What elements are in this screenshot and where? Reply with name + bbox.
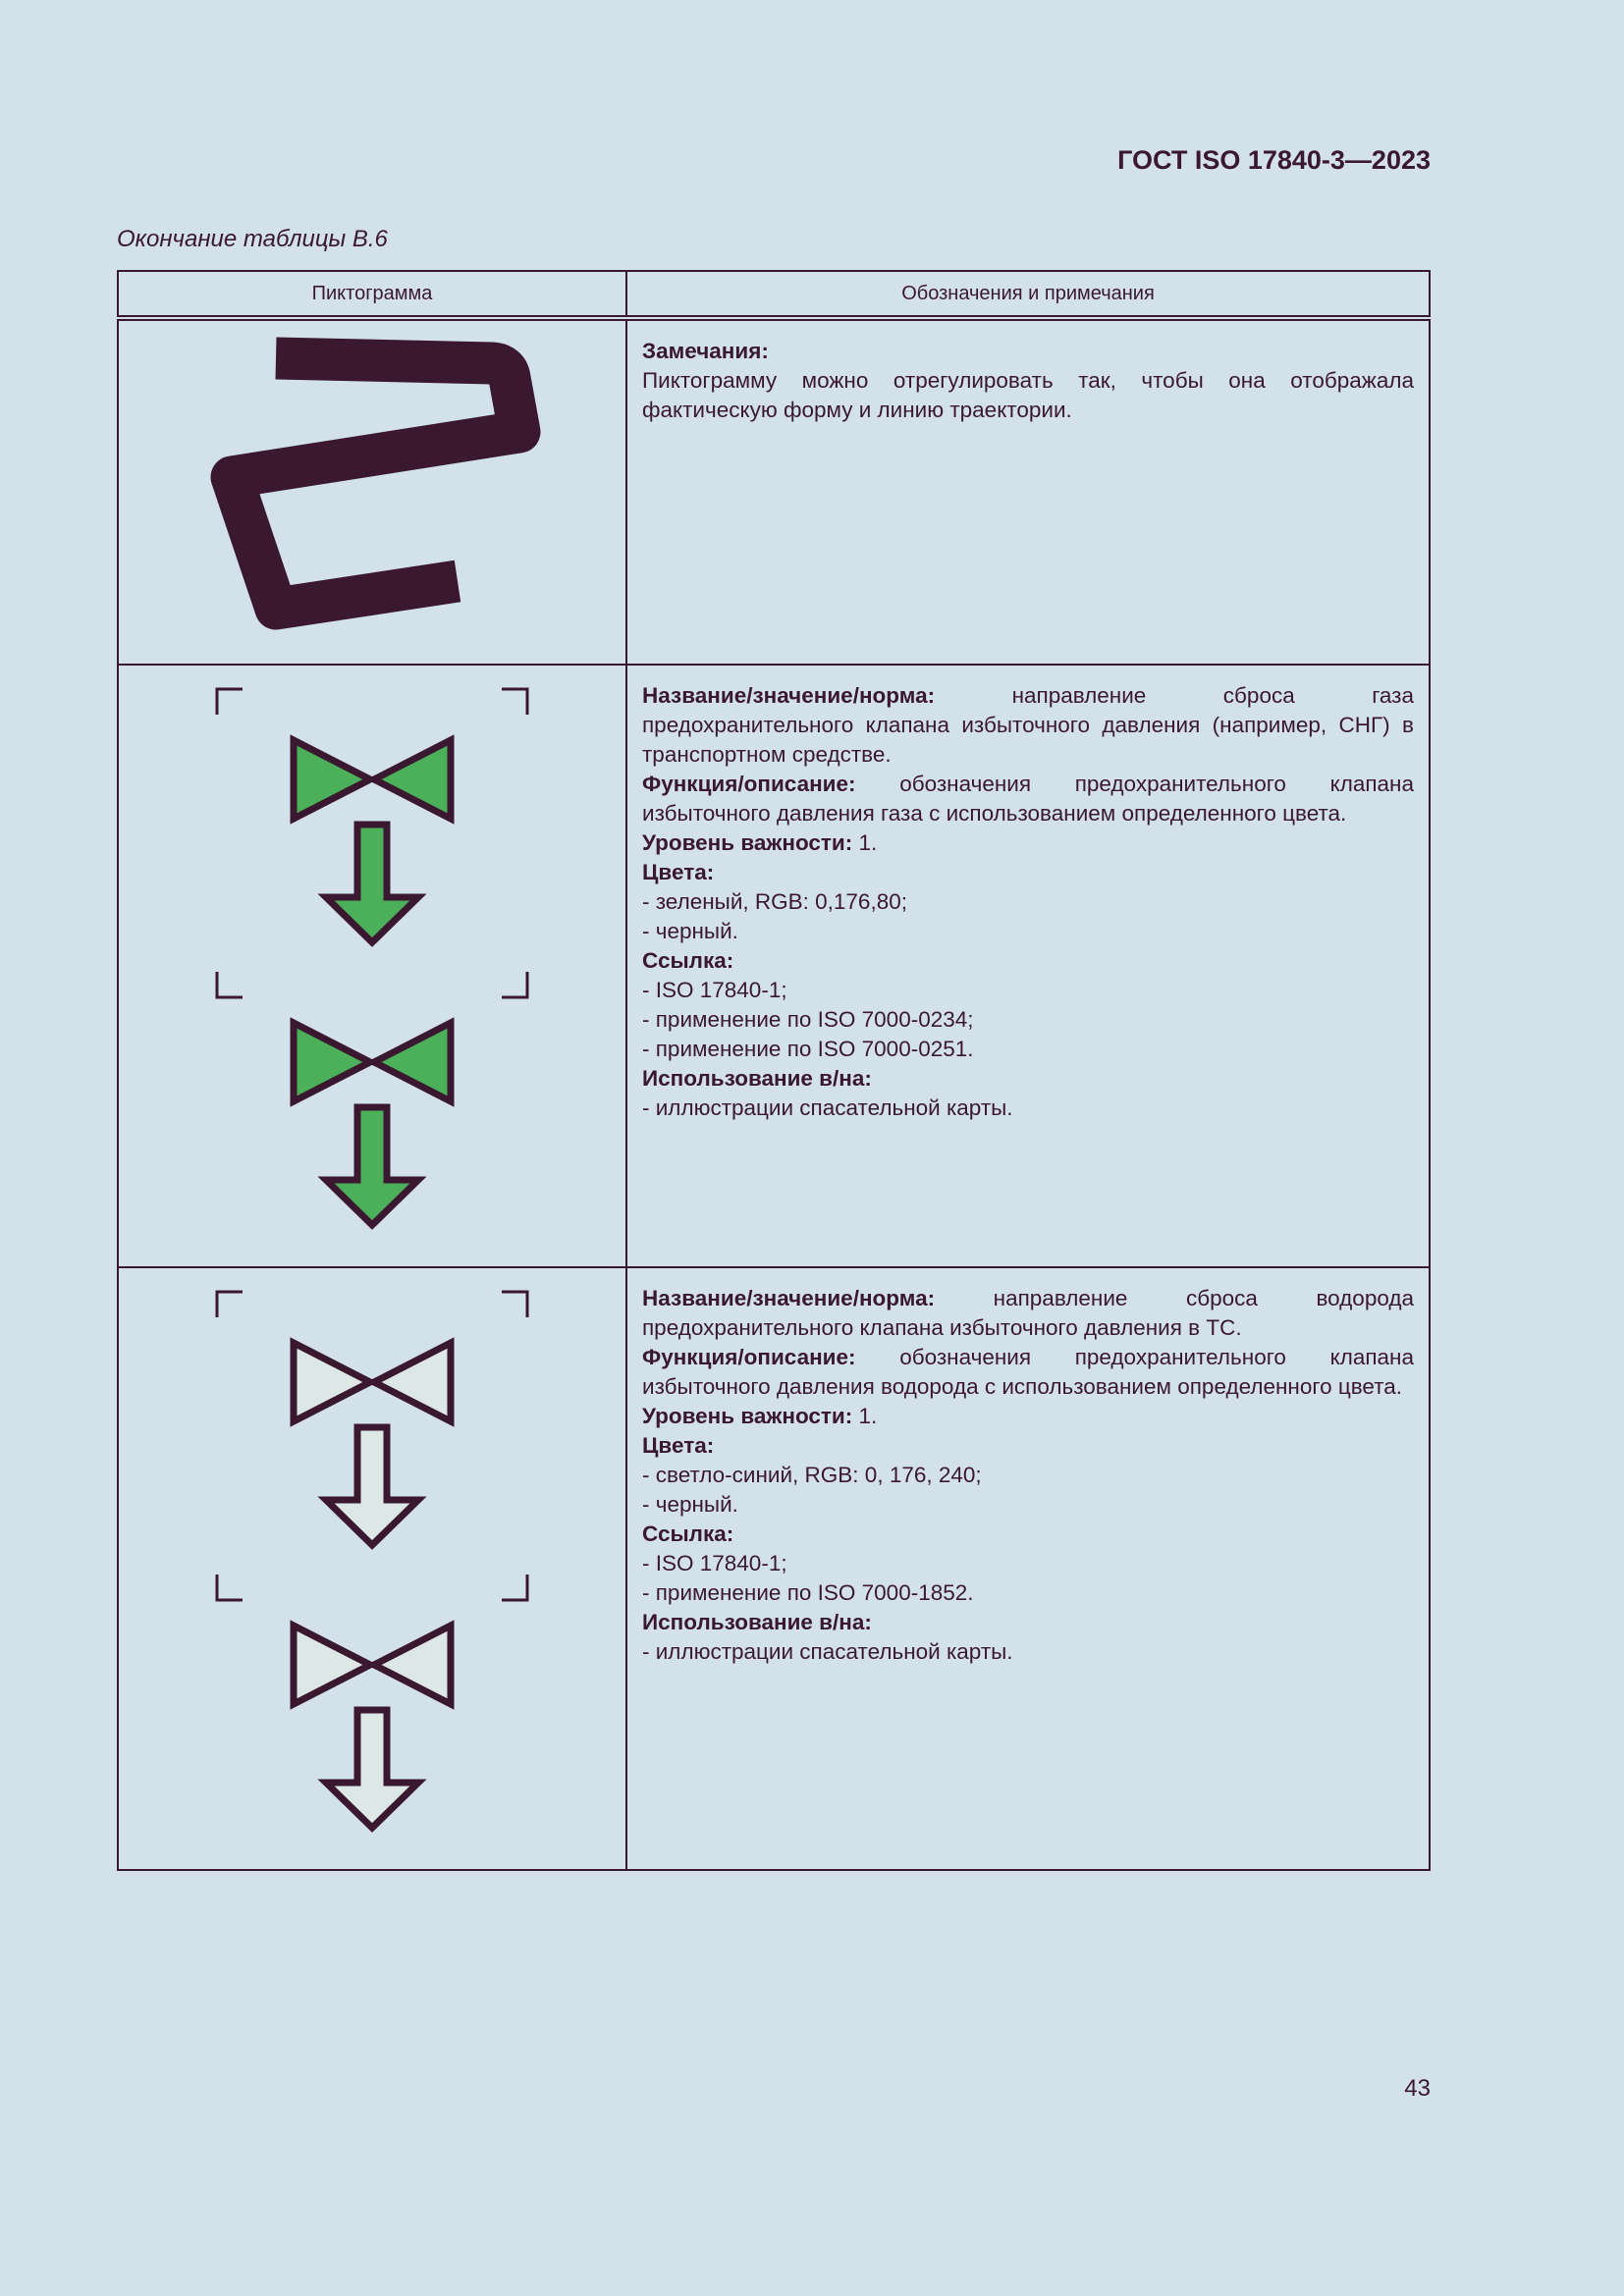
name-label: Название/значение/норма: — [642, 1286, 936, 1310]
color-item: - светло-синий, RGB: 0, 176, 240; — [642, 1463, 982, 1487]
reference-item: - применение по ISO 7000-0234; — [642, 1007, 974, 1032]
color-item: - черный. — [642, 919, 738, 943]
valve-arrow-icon — [294, 1023, 451, 1225]
level-label: Уровень важности: — [642, 830, 853, 855]
pictogram-cell — [118, 1267, 626, 1870]
function-description — [642, 770, 1414, 828]
function-text: обозначения предохранительного клапана избыточного давления газа с использованием определенного цвета. — [642, 772, 1414, 826]
table-caption: Окончание таблицы В.6 — [117, 226, 388, 252]
notes-cell — [626, 665, 1430, 1267]
usage-label: Использование в/на: — [642, 1066, 872, 1091]
name-meaning-norm — [642, 1284, 1414, 1343]
function-text: обозначения предохранительного клапана избыточного давления водорода с использованием определенного цвета. — [642, 1345, 1414, 1399]
name-label: Название/значение/норма: — [642, 683, 936, 708]
valve-arrow-icon — [294, 1626, 451, 1828]
name-text: направление сброса газа предохранительного клапана избыточного давления (например, СНГ) в транспортном средстве. — [642, 683, 1414, 767]
table-header-row — [118, 271, 1430, 318]
column-header-pictogram: Пиктограмма — [118, 271, 626, 318]
colors-label: Цвета: — [642, 1433, 715, 1458]
notes-cell — [626, 1267, 1430, 1870]
gas-relief-valve-pictograms — [119, 666, 623, 1251]
reference-item: - ISO 17840-1; — [642, 978, 787, 1002]
name-meaning-norm — [642, 681, 1414, 770]
page-number: 43 — [1404, 2075, 1431, 2102]
trajectory-line-pictogram — [119, 321, 623, 648]
name-text: направление сброса водорода предохранительного клапана избыточного давления в ТС. — [642, 1286, 1414, 1340]
color-item: - черный. — [642, 1492, 738, 1517]
notes-title: Замечания: — [642, 339, 769, 363]
level-label: Уровень важности: — [642, 1404, 853, 1428]
reference-label: Ссылка: — [642, 948, 734, 973]
reference-item: - ISO 17840-1; — [642, 1551, 787, 1575]
hydrogen-relief-valve-pictograms — [119, 1268, 623, 1853]
importance-level — [642, 1402, 1414, 1431]
reference-item: - применение по ISO 7000-0251. — [642, 1037, 974, 1061]
pictogram-cell — [118, 665, 626, 1267]
level-value: 1. — [858, 1404, 878, 1428]
column-header-notes: Обозначения и примечания — [626, 271, 1430, 318]
usage-label: Использование в/на: — [642, 1610, 872, 1634]
table-row — [118, 665, 1430, 1267]
reference-label: Ссылка: — [642, 1522, 734, 1546]
valve-arrow-icon-framed — [294, 1343, 451, 1545]
pictogram-cell — [118, 318, 626, 665]
reference-item: - применение по ISO 7000-1852. — [642, 1580, 974, 1605]
function-label: Функция/описание: — [642, 1345, 856, 1369]
function-description — [642, 1343, 1414, 1402]
usage-item: - иллюстрации спасательной карты. — [642, 1639, 1013, 1664]
document-code: ГОСТ ISO 17840-3—2023 — [1117, 145, 1431, 175]
color-item: - зеленый, RGB: 0,176,80; — [642, 889, 907, 914]
table-row — [118, 318, 1430, 665]
valve-arrow-icon-framed — [294, 740, 451, 942]
notes-cell — [626, 318, 1430, 665]
usage-item: - иллюстрации спасательной карты. — [642, 1095, 1013, 1120]
pictogram-table — [117, 270, 1431, 1871]
function-label: Функция/описание: — [642, 772, 856, 796]
notes-text: Пиктограмму можно отрегулировать так, чтобы она отображала фактическую форму и линию траектории. — [642, 368, 1414, 422]
importance-level — [642, 828, 1414, 858]
colors-label: Цвета: — [642, 860, 715, 884]
level-value: 1. — [858, 830, 878, 855]
table-row — [118, 1267, 1430, 1870]
